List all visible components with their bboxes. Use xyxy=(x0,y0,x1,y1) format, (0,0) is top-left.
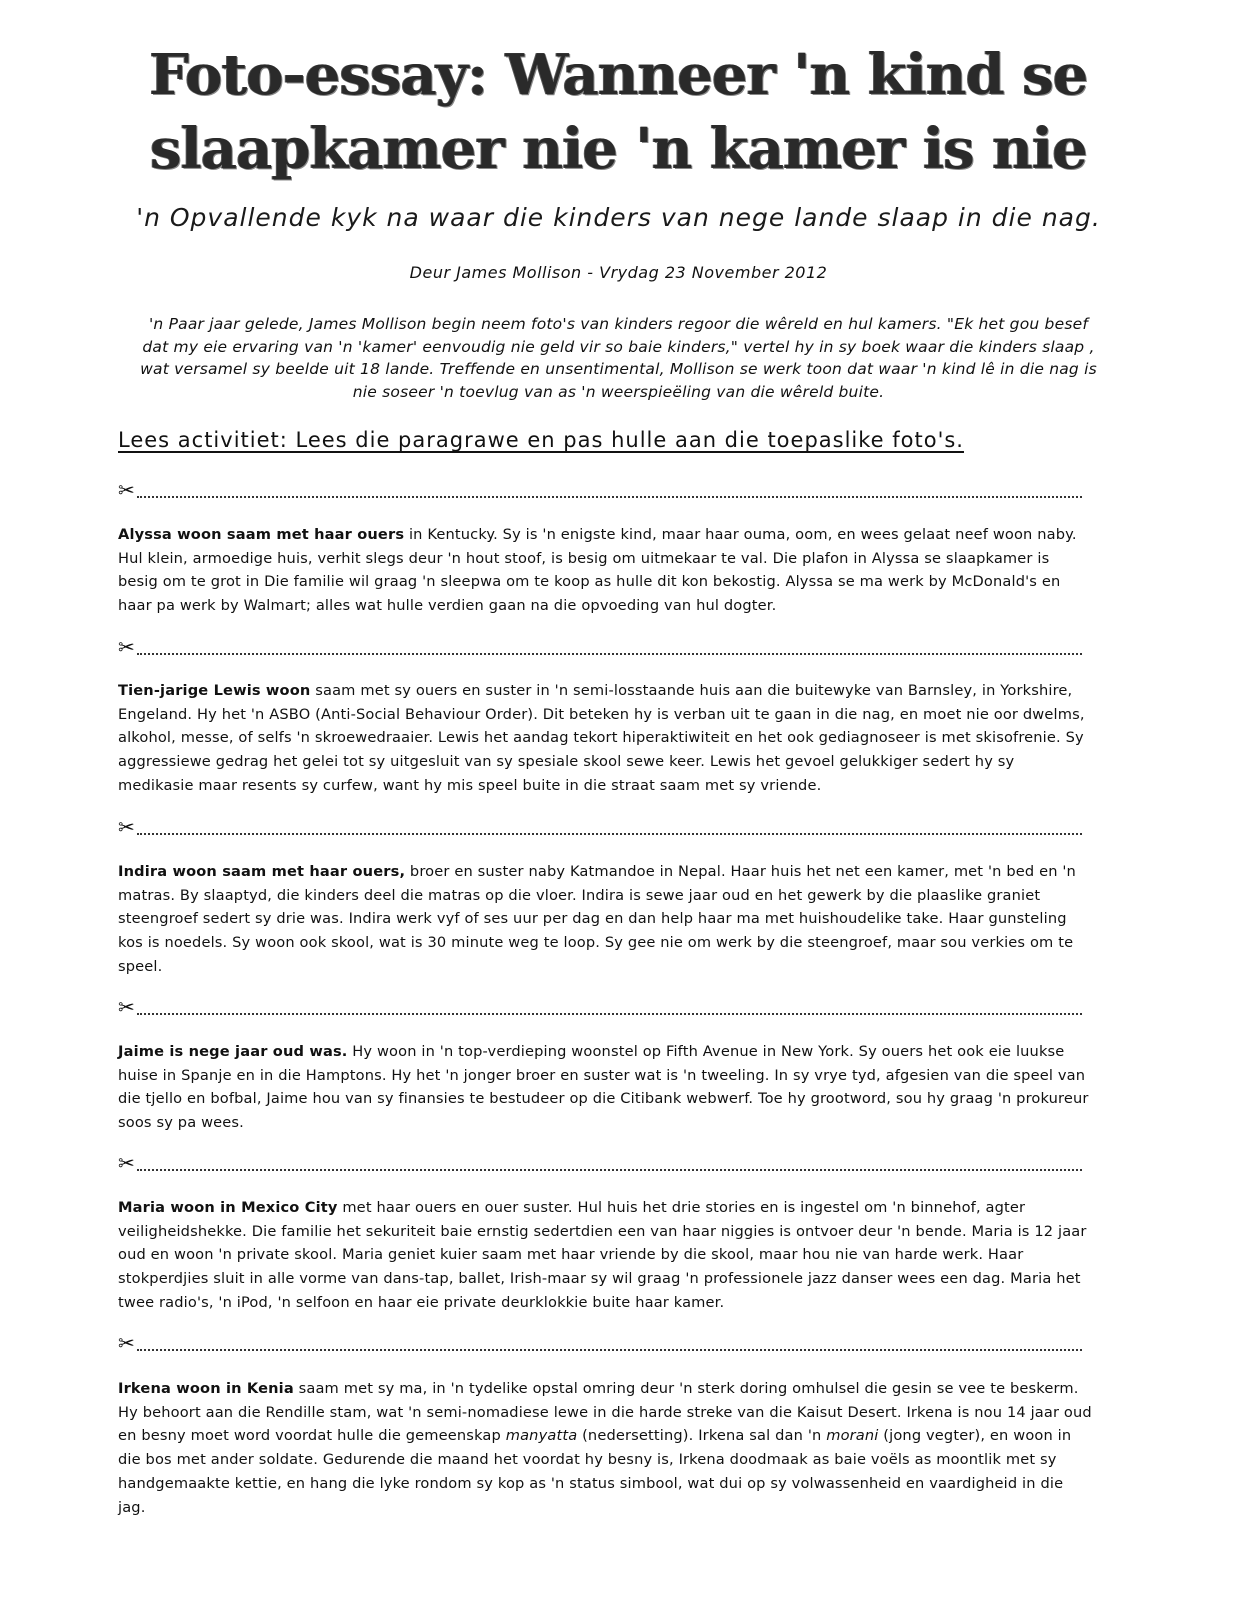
paragraph-indira xyxy=(118,860,1093,979)
paragraph-text: (jong vegter), en woon in die bos met ander soldate. Gedurende die maand het voordat hy besny is, Irkena doodmaak as baie voëls as moontlik met sy handgemaakte kettie, en hang die lyke rondom sy kop as 'n status simbool, wat dui op sy volwassenheid en vaardigheid in die jag. xyxy=(118,1427,1072,1516)
dotted-divider xyxy=(137,1013,1082,1015)
paragraph-lead: Tien-jarige Lewis woon xyxy=(118,682,311,699)
paragraph-text: saam met sy ma, in 'n tydelike opstal omring deur 'n sterk doring omhulsel die gesin se vee te beskerm. Hy behoort aan die Rendille stam, wat 'n semi-nomadiese lewe in die harde streke van die Kaisut Desert. Irkena is nou 14 jaar oud en besny moet word voordat hulle die gemeenskap xyxy=(118,1380,1092,1445)
subtitle: 'n Opvallende kyk na waar die kinders van nege lande slaap in die nag. xyxy=(136,203,1101,232)
dotted-divider xyxy=(137,653,1082,655)
paragraph-text: broer en suster naby Katmandoe in Nepal. Haar huis het net een kamer, met 'n bed en 'n matras. By slaaptyd, die kinders deel die matras op die vloer. Indira is sewe jaar oud en het gewerk by die plaaslike graniet steengroef sedert sy drie was. Indira werk vyf of ses uur per dag en dan help haar ma met huishoudelike take. Haar gunsteling kos is noedels. Sy woon ook skool, wat is 30 minute weg te loop. Sy gee nie om werk by die steengroef, maar sou verkies om te speel. xyxy=(118,863,1076,975)
paragraph-text: (nedersetting). Irkena sal dan 'n xyxy=(577,1427,827,1445)
intro-paragraph: 'n Paar jaar gelede, James Mollison begin neem foto's van kinders regoor die wêreld en hul kamers. "Ek het gou besef dat my eie ervaring van 'n 'kamer' eenvoudig nie geld vir so baie kinders," vertel hy in sy boek waar die kinders slaap , wat versamel sy beelde uit 18 lande. Treffende en unsentimental, Mollison se werk toon dat waar 'n kind lê in die nag is nie soseer 'n toevlug van as 'n weerspieëling van die wêreld buite. xyxy=(140,315,1097,401)
paragraph-lead: Indira woon saam met haar ouers, xyxy=(118,863,406,880)
activity-heading: Lees activitiet: Lees die paragrawe en pas hulle aan die toepaslike foto's. xyxy=(118,428,964,452)
cut-line xyxy=(118,1333,1082,1353)
dotted-divider xyxy=(137,1169,1082,1171)
dotted-divider xyxy=(137,833,1082,835)
title-line-2: slaapkamer nie 'n kamer is nie xyxy=(150,116,1087,182)
cut-line xyxy=(118,637,1082,657)
paragraph-lead: Maria woon in Mexico City xyxy=(118,1199,338,1216)
paragraph-italic: manyatta xyxy=(505,1427,578,1445)
cut-line xyxy=(118,480,1082,500)
paragraph-alyssa xyxy=(118,523,1093,618)
cut-line xyxy=(118,817,1082,837)
page-title xyxy=(60,38,1177,186)
scissors-icon: ✂ xyxy=(118,1331,135,1355)
paragraph-lewis xyxy=(118,679,1093,798)
paragraph-lead: Jaime is nege jaar oud was. xyxy=(118,1043,348,1060)
scissors-icon: ✂ xyxy=(118,635,135,659)
paragraph-text: Hy woon in 'n top-verdieping woonstel op Fifth Avenue in New York. Sy ouers het ook eie luukse huise in Spanje en in die Hamptons. Hy het 'n jonger broer en suster wat is 'n tweeling. In sy vrye tyd, afgesien van die speel van die tjello en bofbal, Jaime hou van sy finansies te bestudeer op die Citibank webwerf. Toe hy grootword, sou hy graag 'n prokureur soos sy pa wees. xyxy=(118,1043,1089,1132)
paragraph-text: in Kentucky. Sy is 'n enigste kind, maar haar ouma, oom, en wees gelaat neef woon naby. Hul klein, armoedige huis, verhit slegs deur 'n hout stoof, is besig om uitmekaar te val. Die plafon in Alyssa se slaapkamer is besig om te grot in Die familie wil graag 'n sleepwa om te koop as hulle dit kon bekostig. Alyssa se ma werk by McDonald's en haar pa werk by Walmart; alles wat hulle verdien gaan na die opvoeding van hul dogter. xyxy=(118,526,1077,615)
paragraph-italic: morani xyxy=(826,1427,879,1445)
paragraph-text: met haar ouers en ouer suster. Hul huis het drie stories en is ingestel om 'n binnehof, agter veiligheidshekke. Die familie het sekuriteit baie ernstig sedertdien een van haar niggies is ontvoer deur 'n bende. Maria is 12 jaar oud en woon 'n private skool. Maria geniet kuier saam met haar vriende by die skool, maar hou nie van harde werk. Haar stokperdjies sluit in alle vorme van dans-tap, ballet, Irish-maar sy wil graag 'n professionele jazz danser wees een dag. Maria het twee radio's, 'n iPod, 'n selfoon en haar eie private deurklokkie buite haar kamer. xyxy=(118,1199,1087,1311)
paragraph-irkena xyxy=(118,1377,1093,1519)
scissors-icon: ✂ xyxy=(118,815,135,839)
paragraph-maria xyxy=(118,1196,1093,1315)
scissors-icon: ✂ xyxy=(118,1151,135,1175)
dotted-divider xyxy=(137,1349,1082,1351)
paragraph-jaime xyxy=(118,1040,1093,1135)
paragraph-lead: Irkena woon in Kenia xyxy=(118,1380,294,1397)
dotted-divider xyxy=(137,496,1082,498)
cut-line xyxy=(118,1153,1082,1173)
title-line-1: Foto-essay: Wanneer 'n kind se xyxy=(149,42,1088,108)
scissors-icon: ✂ xyxy=(118,478,135,502)
paragraph-lead: Alyssa woon saam met haar ouers xyxy=(118,526,405,543)
scissors-icon: ✂ xyxy=(118,995,135,1019)
byline: Deur James Mollison - Vrydag 23 November 2012 xyxy=(409,263,828,282)
paragraph-text: saam met sy ouers en suster in 'n semi-losstaande huis aan die buitewyke van Barnsley, in Yorkshire, Engeland. Hy het 'n ASBO (Anti-Social Behaviour Order). Dit beteken hy is verban uit te gaan in die nag, en moet nie oor dwelms, alkohol, messe, of selfs 'n skroewedraaier. Lewis het aandag tekort hiperaktiwiteit en het ook gediagnoseer is met skisofrenie. Sy aggressiewe gedrag het gelei tot sy uitgesluit van sy spesiale skool sewe keer. Lewis het gevoel gelukkiger sedert hy sy medikasie maar resents sy curfew, want hy mis speel buite in die straat saam met sy vriende. xyxy=(118,682,1085,794)
cut-line xyxy=(118,997,1082,1017)
